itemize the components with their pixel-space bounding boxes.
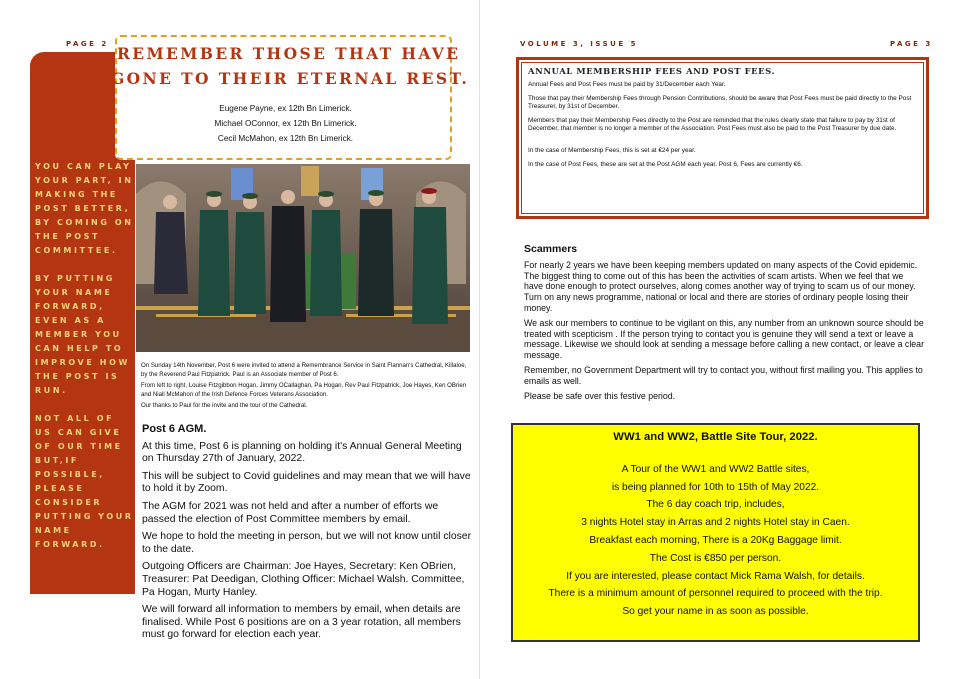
scammers-article: [524, 244, 924, 405]
agm-paragraph: We hope to hold the meeting in person, but we will not know until closer to the date.: [142, 531, 472, 555]
scammers-paragraph: We ask our members to continue to be vigilant on this, any number from an unknown source should be treated with scepticism . If the person trying to contact you is genuine they will send a text or leave a message. Likewise we should look at sending a message before calling a new contact, or leave a clear message.: [524, 317, 924, 361]
fees-paragraph: In the case of Post Fees, these are set at the Post AGM each year. Post 6, Fees are currently €6.: [528, 160, 803, 168]
right-page: [480, 0, 960, 679]
fees-paragraph: In the case of Membership Fees, this is set at €24 per year.: [528, 147, 696, 155]
agm-paragraph: This will be subject to Covid guidelines and may mean that we will have to hold it by Zoom.: [142, 470, 471, 495]
page-number-left: PAGE 2: [66, 40, 109, 48]
remember-name: Michael OConnor, ex 12th Bn Limerick.: [214, 119, 357, 128]
agm-paragraph: Outgoing Officers are Chairman: Joe Hayes, Secretary: Ken OBrien, Treasurer: Pat Deedigan, Clothing Officer: Michael Walsh. Committee, Pa Hogan, Murty Hanley.: [142, 561, 465, 598]
agm-paragraph: At this time, Post 6 is planning on holding it's Annual General Meeting on Thursday 27th of January, 2022.: [142, 440, 462, 465]
remember-name: Cecil McMahon, ex 12th Bn Limerick.: [217, 134, 354, 143]
tour-line: Breakfast each morning, There is a 20Kg Baggage limit.: [589, 534, 842, 546]
fees-paragraph: Those that pay their Membership Fees through Pension Contributions, should be aware that Post Fees must be paid directly to the Post Treasurer, by 31st of December.: [528, 94, 912, 111]
tour-line: So get your name in as soon as possible.: [622, 606, 809, 618]
sidebar-paragraph-3: NOT ALL OF US CAN GIVE OF OUR TIME BUT,IF POSSIBLE, PLEASE CONSIDER PUTTING YOUR NAME FORWARD.: [35, 414, 134, 549]
caption-paragraph: On Sunday 14th November, Post 6 were invited to attend a Remembrance Service in Saint Flannan's Cathedral, Killaloe, by the Reverend Paul Fitzpatrick. Paul is an Associate member of Post 6.: [141, 362, 467, 378]
tour-line: The Cost is €850 per person.: [649, 552, 782, 564]
tour-line: The 6 day coach trip, includes,: [646, 499, 785, 511]
agm-paragraph: We will forward all information to members by email, when details are finalised. While Post 6 positions are on a 3 year rotation, all members must go forward for election each year.: [142, 604, 461, 641]
scammers-heading: Scammers: [524, 243, 578, 255]
remember-name: Eugene Payne, ex 12th Bn Limerick.: [219, 104, 352, 113]
tour-line: If you are interested, please contact Mick Rama Walsh, for details.: [566, 570, 865, 582]
sidebar-text: [35, 160, 135, 566]
photo-illustration: [136, 164, 470, 352]
agm-article: [142, 423, 472, 647]
tour-line: 3 nights Hotel stay in Arras and 2 nights Hotel stay in Caen.: [581, 517, 850, 529]
sidebar-paragraph-1: YOU CAN PLAY YOUR PART, IN MAKING THE POST BETTER, BY COMING ON THE POST COMMITTEE.: [35, 162, 134, 255]
tour-line: is being planned for 10th to 15th of May 2022.: [611, 481, 820, 493]
page-number-right: PAGE 3: [890, 40, 933, 48]
tour-line: There is a minimum amount of personnel required to proceed with the trip.: [548, 588, 883, 600]
fees-heading: ANNUAL MEMBERSHIP FEES AND POST FEES.: [528, 66, 775, 76]
remember-title: [111, 41, 470, 91]
scammers-paragraph: Remember, no Government Department will try to contact you, without first mailing you. This applies to emails as well.: [524, 364, 923, 386]
volume-issue-header: VOLUME 3, ISSUE 5: [520, 40, 638, 48]
agm-paragraph: The AGM for 2021 was not held and after a number of efforts we passed the election of Post Committee members by email.: [142, 500, 439, 525]
scammers-paragraph: Please be safe over this festive period.: [524, 390, 676, 401]
remember-title-line1: REMEMBER THOSE THAT HAVE: [117, 44, 461, 63]
caption-paragraph: From left to right, Louise Fitzgibbon Hogan, Jimmy OCallaghan, Pa Hogan, Rev Paul Fitzpatrick, Joe Hayes, Ken OBrien and Niall McMahon of the Irish Defence Forces Veterans Association.: [141, 382, 467, 398]
membership-fees-box: [516, 57, 929, 219]
tour-heading: WW1 and WW2, Battle Site Tour, 2022.: [613, 431, 818, 443]
membership-fees-content: [521, 62, 924, 214]
sidebar-paragraph-2: BY PUTTING YOUR NAME FORWARD, EVEN AS A MEMBER YOU CAN HELP TO IMPROVE HOW THE POST IS RUN.: [35, 274, 130, 395]
caption-paragraph: Our thanks to Paul for the invite and the tour of the Cathedral.: [141, 402, 308, 409]
photo-caption: [141, 362, 471, 414]
battle-site-tour-box: [511, 423, 920, 642]
tour-line: A Tour of the WW1 and WW2 Battle sites,: [621, 463, 810, 475]
fees-paragraph: Members that pay their Membership Fees directly to the Post are reminded that the rules clearly state that failure to pay by 31st of December, that member is no longer a member of the Association. Post Fees must also be paid to the Post Treasurer by due date.: [528, 116, 897, 133]
fees-paragraph: Annual Fees and Post Fees must be paid by 31/December each Year.: [528, 81, 726, 89]
cathedral-group-photo: [136, 164, 470, 352]
remember-names: [117, 101, 454, 146]
remember-title-line2: GONE TO THEIR ETERNAL REST.: [111, 69, 470, 88]
agm-heading: Post 6 AGM.: [142, 423, 207, 435]
scammers-paragraph: For nearly 2 years we have been keeping members updated on many aspects of the Covid epidemic. The biggest thing to come out of this has been the activities of scam artists. When we feel that we have done enough to protect ourselves, along comes another way of trying to scam us of our money. Turn on any news programme, national or local and there are stories of ordinary people losing their money.: [524, 259, 918, 313]
remember-box: [111, 35, 470, 160]
